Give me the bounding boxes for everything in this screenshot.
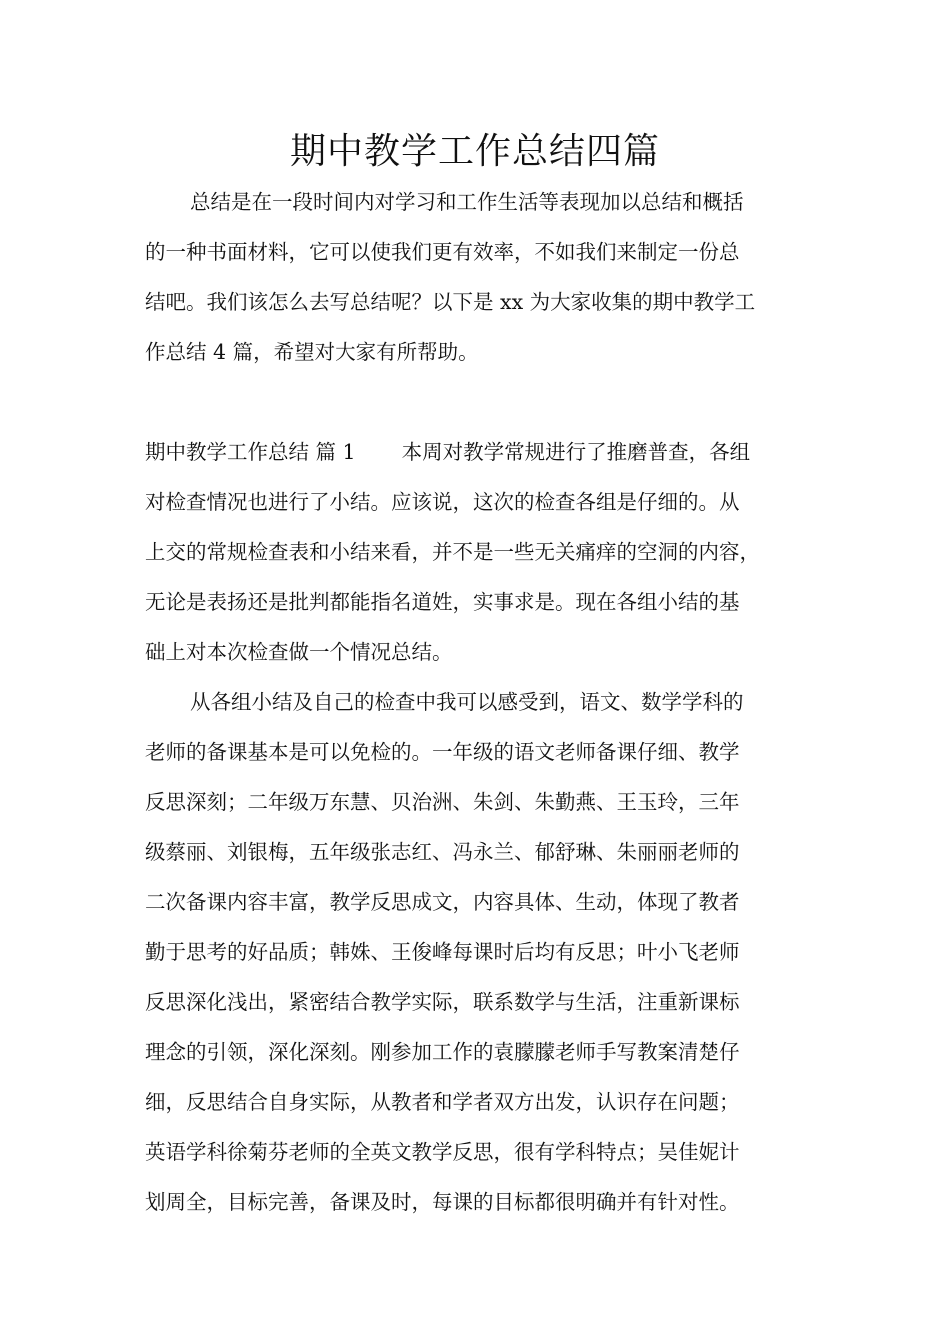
paragraph-line: 理念的引领，深化深刻。刚参加工作的袁朦朦老师手写教案清楚仔 (145, 1040, 740, 1064)
paragraph-line: 二次备课内容丰富，教学反思成文，内容具体、生动，体现了教者 (145, 890, 740, 914)
section-heading: 期中教学工作总结 篇 1 (145, 440, 356, 464)
intro-line: 结吧。我们该怎么去写总结呢？以下是 xx 为大家收集的期中教学工 (145, 290, 756, 314)
section-first-line (145, 437, 825, 467)
paragraph-line: 从各组小结及自己的检查中我可以感受到，语文、数学学科的 (190, 690, 744, 714)
paragraph-line: 细，反思结合自身实际，从教者和学者双方出发，认识存在问题； (145, 1090, 740, 1114)
paragraph-line: 划周全，目标完善，备课及时，每课的目标都很明确并有针对性。 (145, 1190, 740, 1214)
section-first-line-text: 本周对教学常规进行了推磨普查，各组 (401, 440, 751, 464)
paragraph-line: 英语学科徐菊芬老师的全英文教学反思，很有学科特点；吴佳妮计 (145, 1140, 740, 1164)
section-line: 无论是表扬还是批判都能指名道姓，实事求是。现在各组小结的基 (145, 590, 740, 614)
intro-line: 总结是在一段时间内对学习和工作生活等表现加以总结和概括 (190, 190, 744, 214)
paragraph-line: 老师的备课基本是可以免检的。一年级的语文老师备课仔细、教学 (145, 740, 740, 764)
paragraph-line: 反思深刻；二年级万东慧、贝治洲、朱剑、朱勤燕、王玉玲，三年 (145, 790, 740, 814)
section-line: 础上对本次检查做一个情况总结。 (145, 640, 453, 664)
intro-line: 的一种书面材料，它可以使我们更有效率，不如我们来制定一份总 (145, 240, 740, 264)
section-line: 上交的常规检查表和小结来看，并不是一些无关痛痒的空洞的内容， (145, 540, 760, 564)
paragraph-line: 勤于思考的好品质；韩姝、王俊峰每课时后均有反思；叶小飞老师 (145, 940, 740, 964)
paragraph-line: 级蔡丽、刘银梅，五年级张志红、冯永兰、郁舒琳、朱丽丽老师的 (145, 840, 740, 864)
paragraph-line: 反思深化浅出，紧密结合教学实际，联系数学与生活，注重新课标 (145, 990, 740, 1014)
section-line: 对检查情况也进行了小结。应该说，这次的检查各组是仔细的。从 (145, 490, 740, 514)
document-title: 期中教学工作总结四篇 (289, 131, 660, 172)
intro-line: 作总结 4 篇，希望对大家有所帮助。 (145, 340, 479, 364)
